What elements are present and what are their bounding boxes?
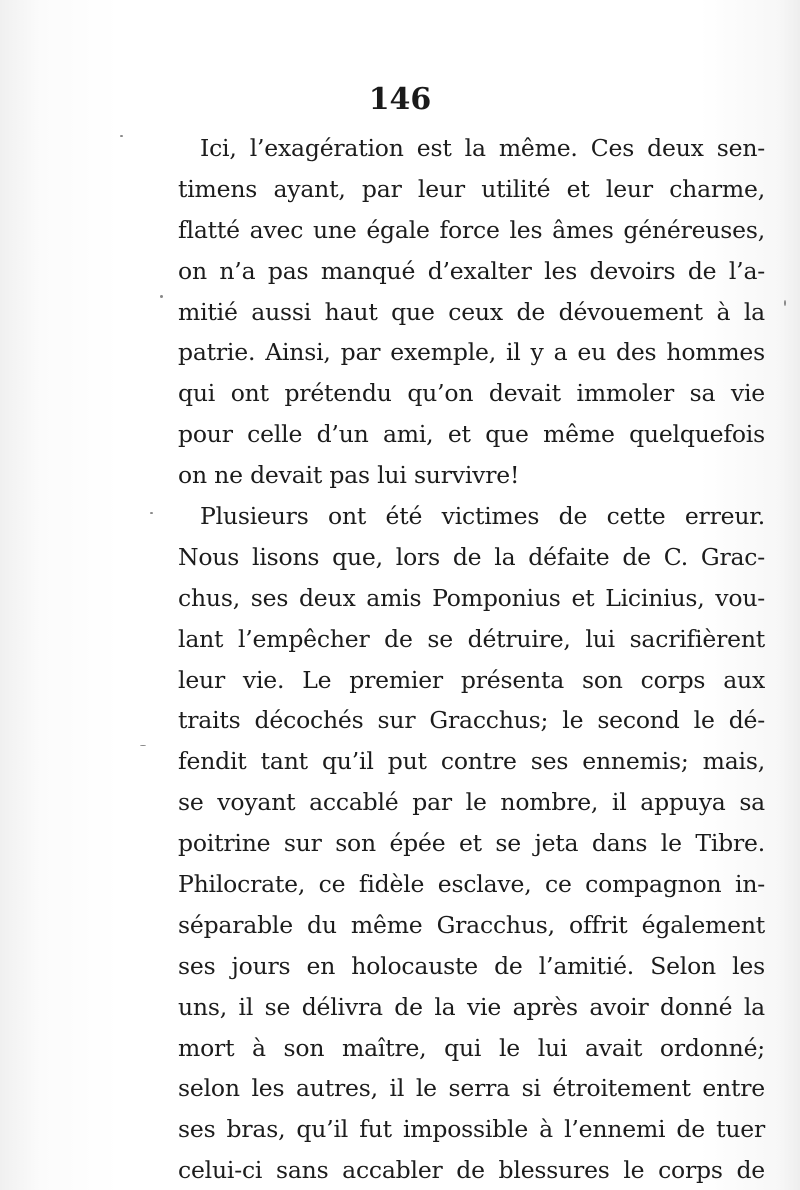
text-line: se voyant accablé par le nombre, il appuya sa [178,788,765,817]
ink-speck [140,745,146,746]
ink-speck [784,300,786,306]
text-line: pour celle d’un ami, et que même quelquefois [178,420,765,449]
text-line: ses bras, qu’il fut impossible à l’ennemi de tuer [178,1115,765,1144]
text-line: leur vie. Le premier présenta son corps aux [178,665,765,694]
text-line: flatté avec une égale force les âmes généreuses, [178,215,765,244]
ink-speck [150,512,153,514]
text-line: patrie. Ainsi, par exemple, il y a eu des hommes [178,338,765,367]
text-line: chus, ses deux amis Pomponius et Licinius, vou- [178,583,765,612]
text-line: traits décochés sur Gracchus; le second le dé- [178,706,765,735]
text-line: mort à son maître, qui le lui avait ordonné; [178,1033,765,1062]
page-number: 146 [368,82,432,117]
text-line: on ne devait pas lui survivre! [178,461,520,490]
text-line: ses jours en holocauste de l’amitié. Selon les [178,951,765,980]
text-line: on n’a pas manqué d’exalter les devoirs de l’a- [178,256,765,285]
text-line: poitrine sur son épée et se jeta dans le Tibre. [178,829,765,858]
text-line: celui-ci sans accabler de blessures le corps de [178,1156,765,1185]
text-line: mitié aussi haut que ceux de dévouement à la [178,297,765,326]
text-line: Nous lisons que, lors de la défaite de C. Grac- [178,542,765,571]
body-text [178,128,765,1190]
text-line: Philocrate, ce fidèle esclave, ce compagnon in- [178,870,765,899]
text-line: timens ayant, par leur utilité et leur charme, [178,174,765,203]
text-line: qui ont prétendu qu’on devait immoler sa vie [178,379,765,408]
text-line: lant l’empêcher de se détruire, lui sacrifièrent [178,624,765,653]
text-line: selon les autres, il le serra si étroitement entre [178,1074,765,1103]
text-line: Plusieurs ont été victimes de cette erreur. [200,502,765,531]
ink-speck [120,135,123,137]
ink-speck [160,295,163,298]
text-line: uns, il se délivra de la vie après avoir donné la [178,992,765,1021]
text-line: fendit tant qu’il put contre ses ennemis; mais, [178,747,765,776]
text-line: Ici, l’exagération est la même. Ces deux sen- [200,134,765,162]
text-line: séparable du même Gracchus, offrit également [178,910,765,939]
